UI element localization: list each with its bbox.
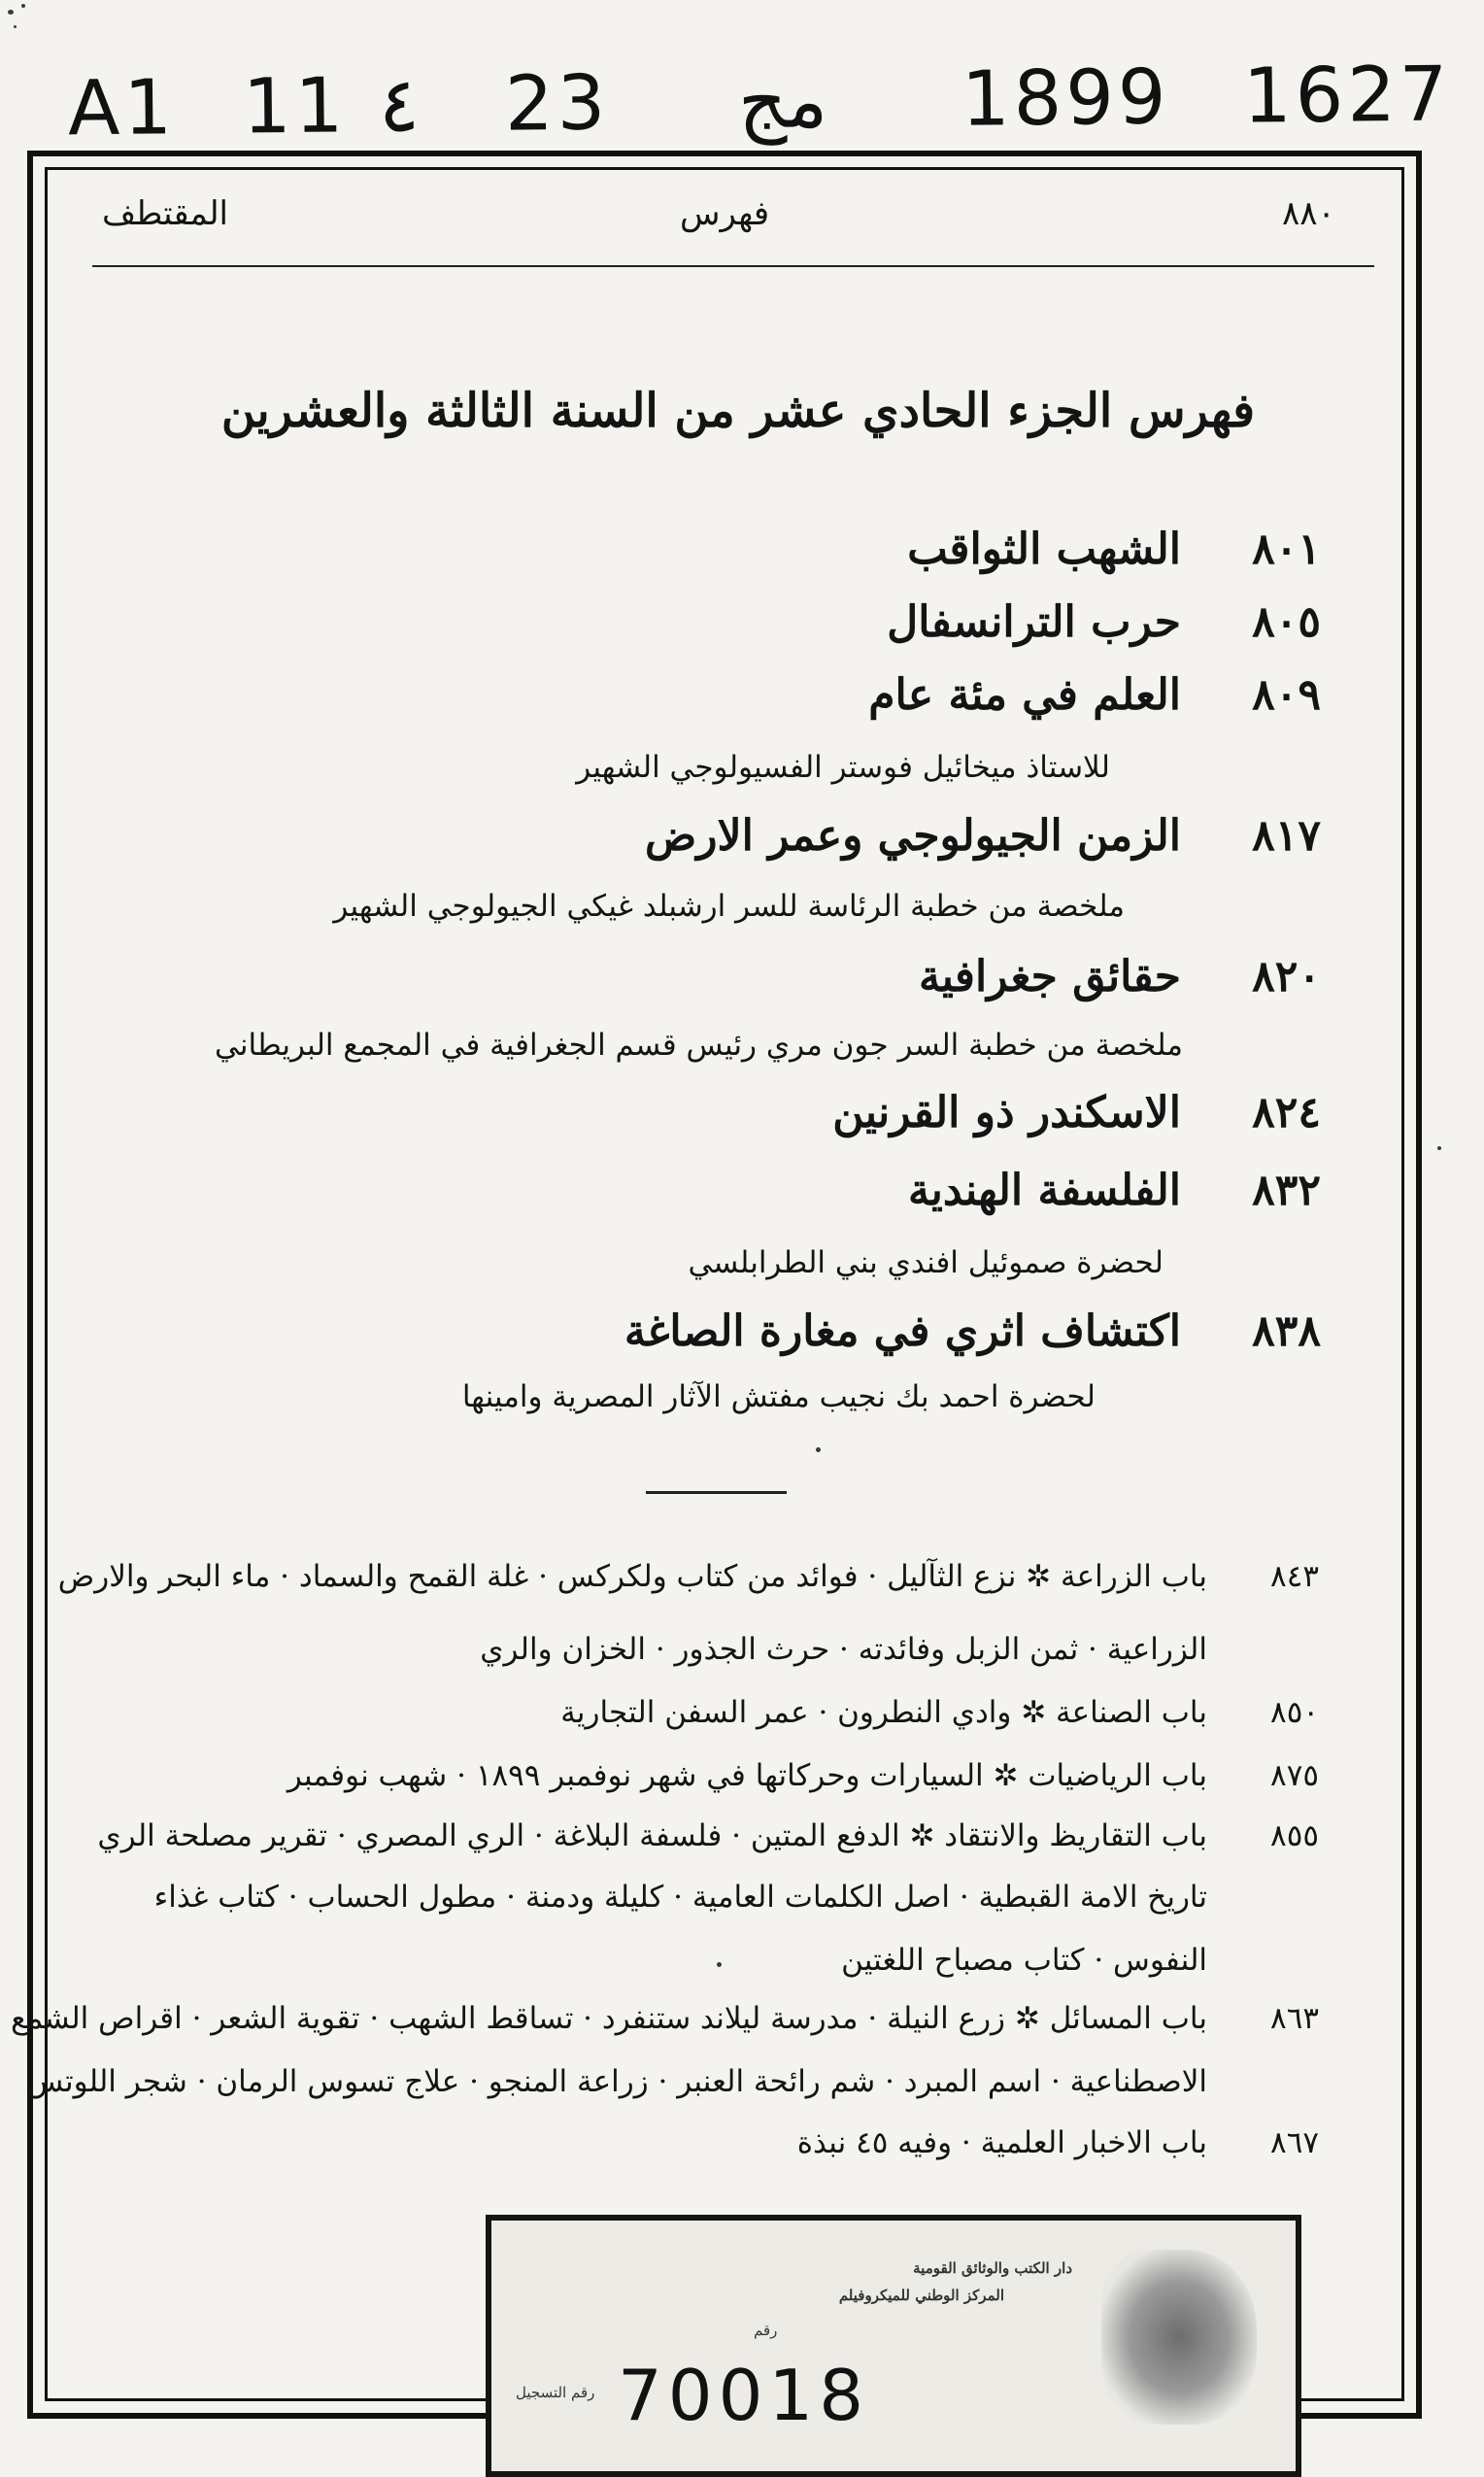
- misc-line-continuation: تاريخ الامة القبطية · اصل الكلمات العامية · كليلة ودمنة · مطول الحساب · كتاب غذاء: [153, 1880, 1207, 1915]
- toc-entry: [832, 1088, 1321, 1137]
- misc-entry: [560, 1695, 1319, 1730]
- toc-page-number: ٨٢٠: [1252, 952, 1321, 1001]
- stamp-label-registration: رقم التسجيل: [516, 2384, 595, 2401]
- toc-title: الزمن الجيولوجي وعمر الارض: [645, 811, 1181, 861]
- toc-entry: [624, 1306, 1321, 1356]
- header-page-number: ٨٨٠: [1282, 194, 1335, 233]
- misc-page-number: ٨٦٣: [1270, 2001, 1319, 2036]
- toc-author: ملخصة من خطبة الرئاسة للسر ارشبلد غيكي الجيولوجي الشهير: [333, 889, 1125, 924]
- ref-part: 11: [242, 62, 348, 152]
- misc-page-number: ٨٤٣: [1270, 1559, 1319, 1594]
- misc-line-text: باب الاخبار العلمية · وفيه ٤٥ نبذة: [796, 2125, 1207, 2160]
- toc-page-number: ٨٢٤: [1252, 1088, 1321, 1137]
- misc-page-number: ٨٦٧: [1270, 2125, 1319, 2160]
- toc-page-number: ٨٠٥: [1252, 597, 1321, 647]
- misc-line-text: باب المسائل ✲ زرع النيلة · مدرسة ليلاند ستنفرد · تساقط الشهب · تقوية الشعر · اقراص الشمع: [11, 2001, 1207, 2036]
- ref-part: 23: [504, 59, 610, 149]
- misc-line-continuation: النفوس · كتاب مصباح اللغتين: [841, 1943, 1207, 1978]
- stamp-handwritten-number: 70018: [618, 2355, 870, 2436]
- misc-page-number: ٨٥٥: [1270, 1818, 1319, 1853]
- toc-author: لحضرة صموئيل افندي بني الطرابلسي: [688, 1245, 1164, 1280]
- toc-entry: [907, 525, 1321, 574]
- misc-line-text: باب الصناعة ✲ وادي النطرون · عمر السفن التجارية: [560, 1695, 1207, 1730]
- toc-entry: [908, 1166, 1321, 1215]
- toc-page-number: ٨٠٩: [1252, 670, 1321, 720]
- toc-author: لحضرة احمد بك نجيب مفتش الآثار المصرية وامينها: [461, 1379, 1096, 1414]
- stamp-department: المركز الوطني للميكروفيلم: [838, 2287, 1004, 2304]
- misc-line-text: باب الزراعة ✲ نزع الثآليل · فوائد من كتاب ولكركس · غلة القمح والسماد · ماء البحر والارض: [57, 1559, 1207, 1594]
- toc-title: حقائق جغرافية: [919, 952, 1181, 1001]
- misc-page-number: ٨٧٥: [1270, 1758, 1319, 1793]
- toc-entry: [868, 670, 1321, 720]
- misc-entry: [58, 1559, 1319, 1594]
- header-section: فهرس: [680, 194, 770, 233]
- toc-title: العلم في مئة عام: [868, 670, 1181, 720]
- scan-speck: [21, 4, 25, 8]
- library-stamp: [486, 2215, 1301, 2477]
- scan-speck: [14, 25, 17, 28]
- toc-author: للاستاذ ميخائيل فوستر الفسيولوجي الشهير: [576, 750, 1110, 785]
- page-title: فهرس الجزء الحادي عشر من السنة الثالثة والعشرين: [220, 384, 1256, 438]
- misc-entry: [97, 1818, 1319, 1853]
- toc-title: حرب الترانسفال: [887, 597, 1181, 647]
- header-rule: [92, 265, 1374, 267]
- scan-speck: [1437, 1146, 1441, 1150]
- toc-title: الاسكندر ذو القرنين: [832, 1088, 1181, 1137]
- toc-page-number: ٨٠١: [1252, 525, 1321, 574]
- misc-entry: [797, 2125, 1319, 2160]
- toc-entry: [919, 952, 1321, 1001]
- misc-entry: [11, 2001, 1319, 2036]
- toc-page-number: ٨٣٨: [1252, 1306, 1321, 1356]
- misc-line-continuation: الزراعية · ثمن الزبل وفائدته · حرث الجذور · الخزان والري: [480, 1632, 1207, 1667]
- stamp-institution: دار الكتب والوثائق القومية: [913, 2259, 1072, 2277]
- toc-entry: [645, 811, 1321, 861]
- misc-line-text: باب التقاريظ والانتقاد ✲ الدفع المتين · فلسفة البلاغة · الري المصري · تقرير مصلحة الري: [97, 1818, 1207, 1853]
- toc-entry: [887, 597, 1321, 647]
- misc-page-number: ٨٥٠: [1270, 1695, 1319, 1730]
- stamp-label: رقم: [754, 2322, 778, 2339]
- ref-part: مج: [737, 57, 828, 147]
- ref-part: A1: [67, 64, 177, 153]
- toc-title: الشهب الثواقب: [907, 525, 1181, 574]
- misc-line-continuation: الاصطناعية · اسم المبرد · شم رائحة العنبر · زراعة المنجو · علاج تسوس الرمان · شجر اللوتس: [26, 2064, 1207, 2099]
- stamp-emblem-icon: [1101, 2250, 1257, 2425]
- section-divider: [646, 1491, 787, 1494]
- misc-line-text: باب الرياضيات ✲ السيارات وحركاتها في شهر نوفمبر ١٨٩٩ · شهب نوفمبر: [287, 1758, 1207, 1793]
- toc-page-number: ٨٣٢: [1252, 1166, 1321, 1215]
- toc-title: اكتشاف اثري في مغارة الصاغة: [624, 1306, 1181, 1356]
- scan-speck: [8, 10, 14, 15]
- ref-part: ٤: [378, 61, 421, 150]
- ref-part: 1627: [1242, 51, 1452, 141]
- misc-entry: [287, 1758, 1319, 1793]
- toc-page-number: ٨١٧: [1252, 811, 1321, 861]
- toc-title: الفلسفة الهندية: [908, 1166, 1181, 1215]
- ref-part: 1899: [961, 53, 1170, 144]
- toc-author: ملخصة من خطبة السر جون مري رئيس قسم الجغرافية في المجمع البريطاني: [215, 1028, 1183, 1063]
- header-journal-name: المقتطف: [102, 194, 229, 233]
